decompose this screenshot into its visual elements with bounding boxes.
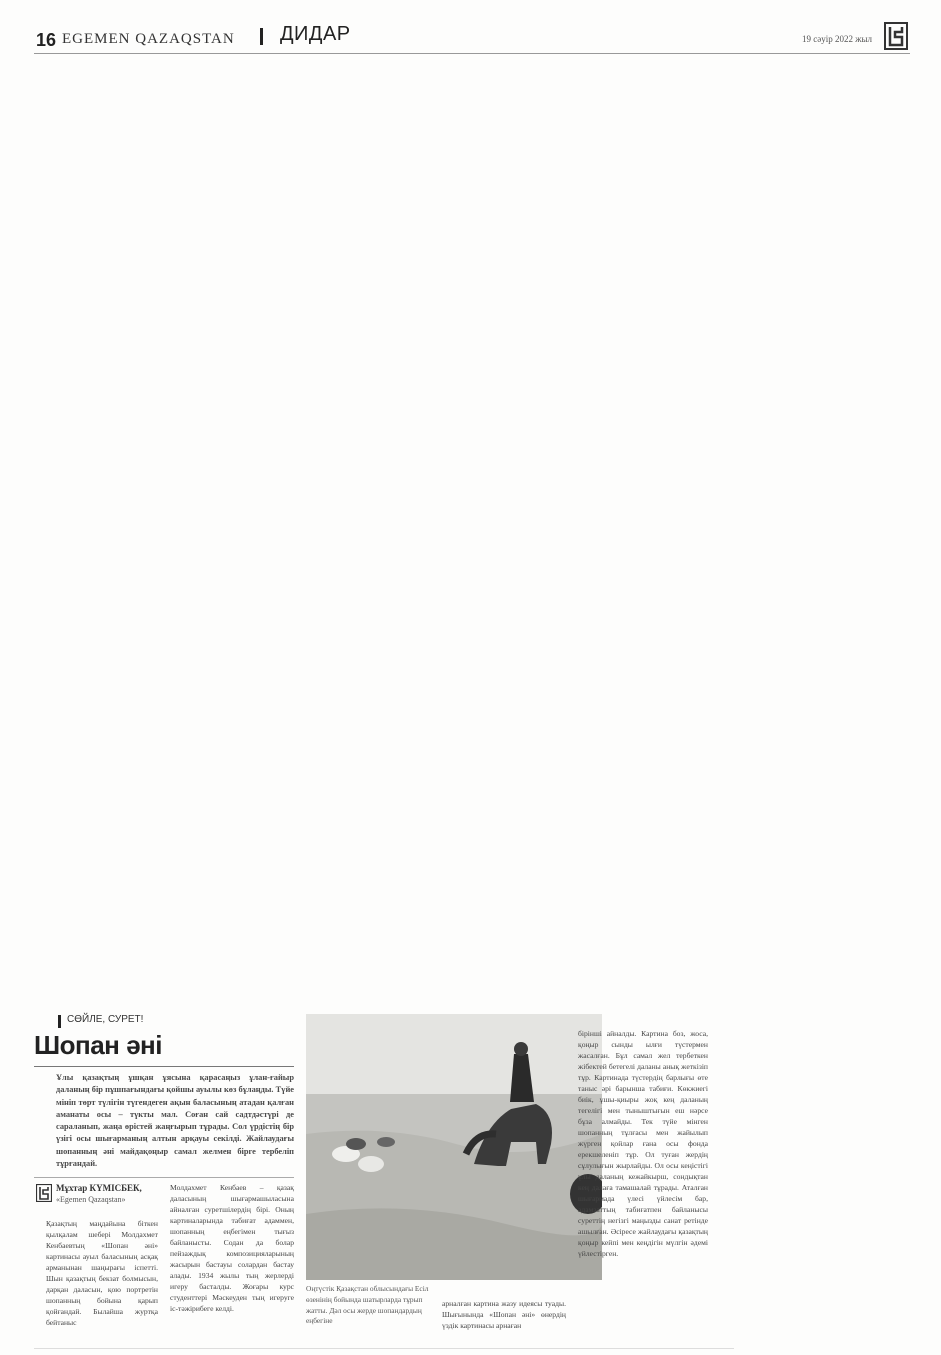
lead-rule <box>34 1066 294 1067</box>
newspaper-logo-icon <box>884 22 908 50</box>
header-rule <box>34 53 910 54</box>
header-divider <box>260 28 263 45</box>
page-number: 16 <box>36 30 57 50</box>
issue-date: 19 сәуір 2022 жыл <box>802 34 872 44</box>
article-column-1: Қазақтың маңдайына біткен қылқалам шебері Молдахмет Кенбаевтың «Шопан әні» картинасы ауыл баласының асқақ арманынан шаңырағы іспетті. Шын қазақтың бекзат болмысын, дарқан даласын, қою портретін шопанның бойына қарып қойғандай. Былайша журтқа бейтаныс <box>46 1219 158 1327</box>
photo-caption: Оңтүстік Қазақстан облысындағы Есіл өзенінің бойында шатырларда тұрып жатты. Дәл осы жерде шопандардың еңбегіне <box>306 1284 429 1326</box>
rubric-label: СӨЙЛЕ, СУРЕТ! <box>67 1014 144 1025</box>
article <box>34 1010 734 1345</box>
author-name: Мұхтар КҮМІСБЕК, <box>56 1183 142 1193</box>
author-logo-icon <box>36 1184 52 1202</box>
article-column-4: бірінші айналды. Картина боз, жоса, қоңыр сынды ылғи түстермен жасалған. Бұл самал жел тербеткен жібектей бетегелі даланы анық жеткізіп тұр. Картинада түстердің барлығы өте таныс әрі барынша табиғи. Көкжиегі биік, ұшы-қиыры жоқ кең даланың тегелігі мен тыныштығын еш нәрсе бұза алмайды. Тек түйе мінген шопанның тұлғасы мен жайылып жүрген қойлар ғана осы фонда ерекшеленіп тұр. Ол туған жердің сұлулығын жырлайды. Ол осы кеңістігі ұлы даланың кежайкырш, сондықтан кең далаға тамашалай тұрады. Аталған шығармада үлесі үйлесім бар, адамзаттың табиғатпен байланысы суреттің негізгі маңызды санат ретінде ашылған. Әсіресе жайлаудағы қазақтың қоңыр кейпі мен кеңдігін мүлгін әдемі үйлестірген. <box>578 1029 708 1258</box>
article-column-3: арналған картина жазу идеясы туады. Шығынында «Шопан әні» өнердің үздік картинасы арнаған <box>442 1299 566 1330</box>
section-name: ДИДАР <box>280 23 351 45</box>
article-headline: Шопан әні <box>34 1030 162 1060</box>
author-paper: «Egemen Qazaqstan» <box>56 1195 126 1204</box>
bottom-rule <box>34 1348 734 1349</box>
painting-photo <box>306 1014 602 1280</box>
paper-name: EGEMEN QAZAQSTAN <box>62 31 235 47</box>
article-column-2: Молдахмет Кенбаев – қазақ даласының шығармашыласына айналған суретшілердің бірі. Оның картиналарында табиғат адаммен, шопанның еңбегімен тығыз байланысты. Содан да болар пейзаждық композицияларының жасырын бастауы солардан бастау алады. 1934 жылы тың жерлерді игеру басталды. Жоғары курс студенттері Мәскеуден тың игеруге іс-тәжірибеге келді. <box>170 1183 294 1313</box>
kicker-bar <box>58 1015 61 1028</box>
lead-rule-bottom <box>34 1177 294 1178</box>
article-lead: Ұлы қазақтың ұшқан ұясына қарасаңыз ұлан-ғайыр даланың бір пұшпағындағы қойшы ауылы көз бұлаңды. Түйе мініп төрт түлігін түгендеген ақын баласының атадан қалған аманаты осы – түкты мал. Соған сай садтдәстүрі де сараланып, жаңа өрістей жаңғырып тұрады. Сол үрдістің бір үзігі осы шығарманың алтын арқауы секілді. Жайлаудағы шопанның әні майдақоңыр самал желмен бірге тербеліп тұрғандай. <box>56 1073 294 1169</box>
page-header <box>34 22 910 56</box>
